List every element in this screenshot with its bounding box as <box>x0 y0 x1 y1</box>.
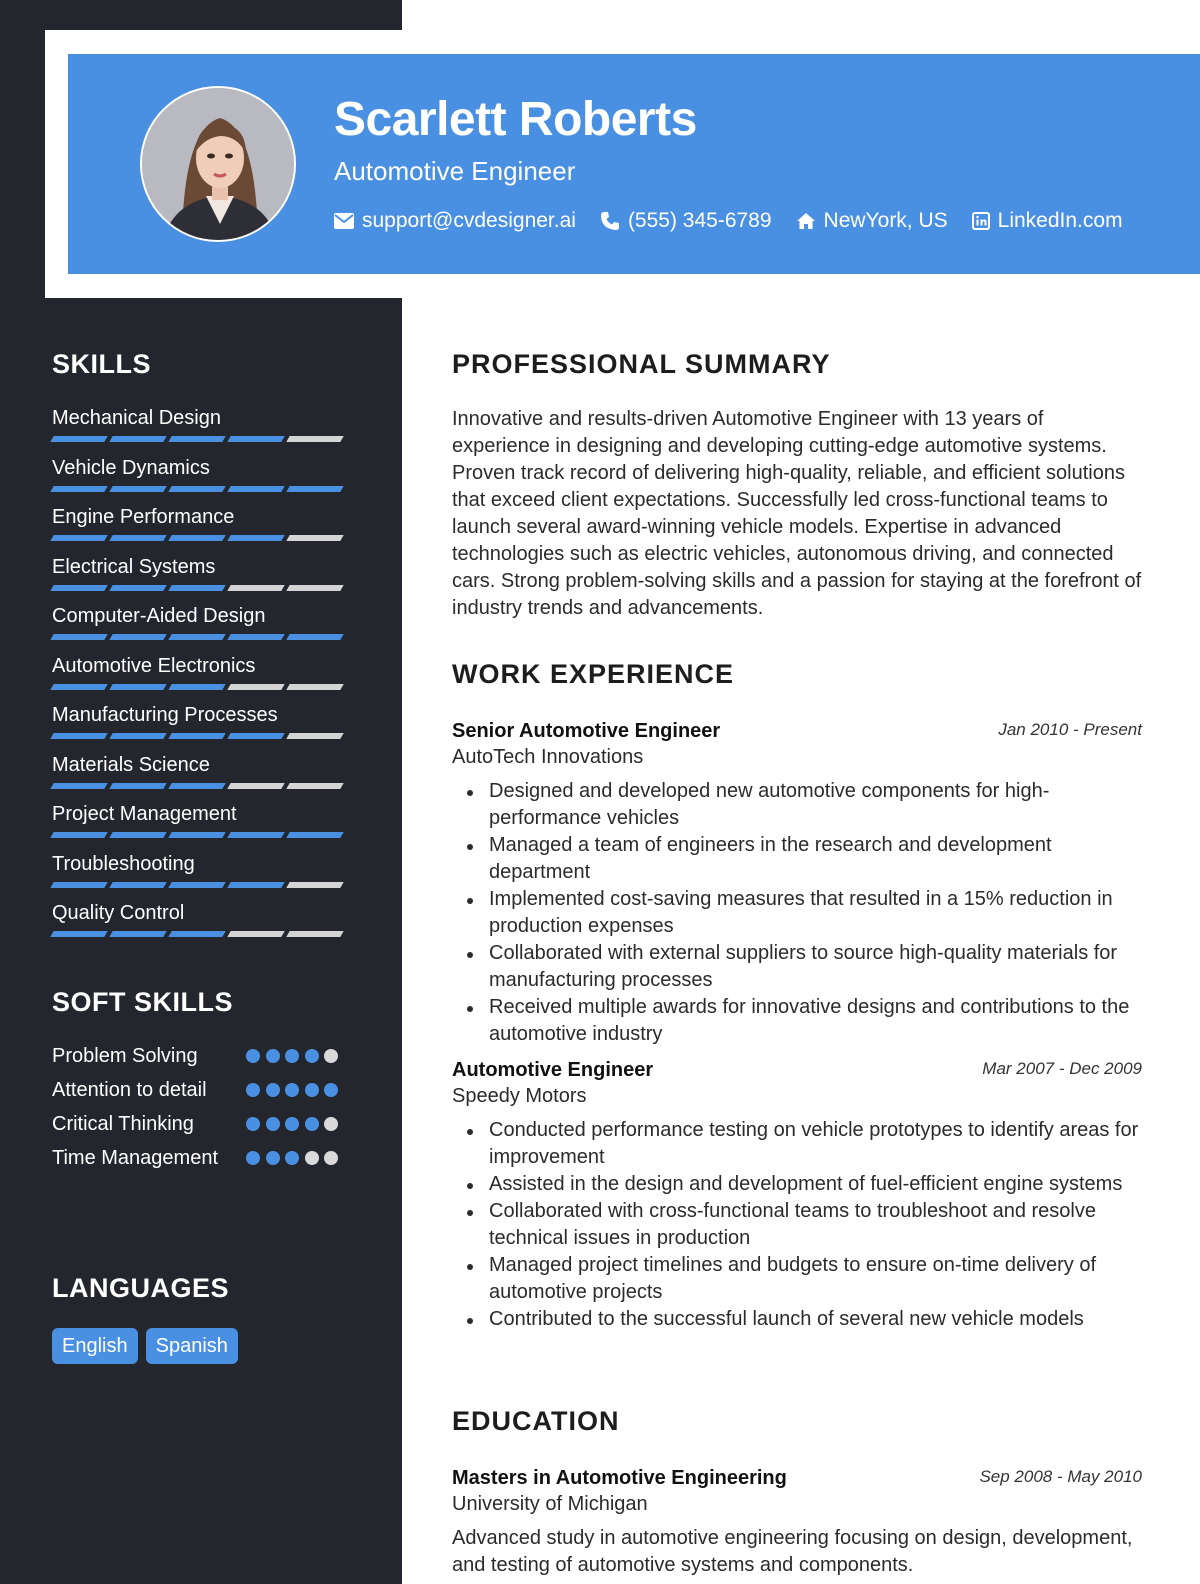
skill-item <box>52 555 348 605</box>
job-title: Senior Automotive Engineer <box>452 720 721 742</box>
rating-dot-filled <box>246 1049 260 1063</box>
job-company: AutoTech Innovations <box>452 746 644 768</box>
rating-dot-filled <box>305 1117 319 1131</box>
rating-dot-empty <box>305 1151 319 1165</box>
skill-name: Vehicle Dynamics <box>52 456 210 479</box>
skill-item <box>52 654 348 704</box>
skill-item <box>52 406 348 456</box>
skill-segment-filled <box>50 684 107 690</box>
experience-heading: WORK EXPERIENCE <box>452 659 735 689</box>
contact-location <box>796 209 948 233</box>
rating-dot-empty <box>324 1049 338 1063</box>
home-icon <box>796 212 816 230</box>
rating-dot-empty <box>324 1151 338 1165</box>
skill-segment-filled <box>168 535 225 541</box>
skill-segment-empty <box>227 783 284 789</box>
job-bullet: Contributed to the successful launch of several new vehicle models <box>452 1306 1142 1333</box>
skill-item <box>52 852 348 902</box>
skill-name: Manufacturing Processes <box>52 704 278 726</box>
skill-segment-filled <box>109 783 166 789</box>
avatar <box>140 86 296 242</box>
skill-segment-filled <box>168 931 225 937</box>
soft-skill-rating <box>246 1151 344 1165</box>
soft-skills-heading: SOFT SKILLS <box>52 987 233 1017</box>
contact-email-text: support@cvdesigner.ai <box>362 209 576 232</box>
skill-segment-filled <box>50 931 107 937</box>
skill-segment-filled <box>227 733 284 739</box>
languages-heading: LANGUAGES <box>52 1273 230 1303</box>
skill-segment-empty <box>286 535 343 541</box>
job-bullet: Collaborated with external suppliers to source high-quality materials for manufacturing processes <box>452 940 1142 994</box>
skill-name: Engine Performance <box>52 506 235 528</box>
job-bullets <box>452 778 1142 1048</box>
skill-segment-filled <box>109 535 166 541</box>
soft-skill-name: Time Management <box>52 1147 218 1169</box>
job-bullet: Managed a team of engineers in the research and development department <box>452 832 1142 886</box>
soft-skill-name: Attention to detail <box>52 1079 207 1101</box>
job-bullet: Implemented cost-saving measures that resulted in a 15% reduction in production expenses <box>452 886 1142 940</box>
skill-segment-filled <box>227 882 284 888</box>
skill-level-bar <box>52 585 347 591</box>
skill-segment-empty <box>227 684 284 690</box>
skill-segment-filled <box>286 634 343 640</box>
skill-item <box>52 901 348 951</box>
language-tag: Spanish <box>146 1328 238 1364</box>
skill-segment-filled <box>227 535 284 541</box>
skill-level-bar <box>52 535 347 541</box>
job-bullets <box>452 1117 1142 1333</box>
rating-dot-filled <box>266 1117 280 1131</box>
skill-segment-filled <box>227 634 284 640</box>
skill-segment-filled <box>227 436 284 442</box>
skill-segment-filled <box>168 585 225 591</box>
skill-segment-empty <box>227 931 284 937</box>
education-description: Advanced study in automotive engineering focusing on design, development, and testing of automotive systems and components. <box>452 1527 1133 1576</box>
skill-level-bar <box>52 634 347 640</box>
soft-skill-rating <box>246 1049 344 1063</box>
job-bullet: Conducted performance testing on vehicle prototypes to identify areas for improvement <box>452 1117 1142 1171</box>
skill-segment-filled <box>227 832 284 838</box>
education-degree: Masters in Automotive Engineering <box>452 1467 787 1489</box>
skill-segment-filled <box>109 882 166 888</box>
contact-linkedin-text: LinkedIn.com <box>997 209 1123 232</box>
candidate-name: Scarlett Roberts <box>334 93 697 146</box>
skill-level-bar <box>52 832 347 838</box>
language-tag: English <box>52 1328 138 1364</box>
contact-phone[interactable] <box>600 209 772 233</box>
soft-skills-section <box>52 987 348 1172</box>
skill-segment-filled <box>50 436 107 442</box>
skill-segment-filled <box>50 832 107 838</box>
skill-name: Quality Control <box>52 902 185 924</box>
skill-segment-filled <box>168 436 225 442</box>
job-bullet: Designed and developed new automotive components for high-performance vehicles <box>452 778 1142 832</box>
job-bullet: Assisted in the design and development of fuel-efficient engine systems <box>452 1171 1142 1198</box>
skill-segment-filled <box>109 486 166 492</box>
skill-segment-empty <box>227 585 284 591</box>
skill-segment-filled <box>109 733 166 739</box>
candidate-title: Automotive Engineer <box>334 156 576 186</box>
skill-segment-filled <box>109 585 166 591</box>
skill-level-bar <box>52 733 347 739</box>
rating-dot-filled <box>246 1117 260 1131</box>
summary-text: Innovative and results-driven Automotive Engineer with 13 years of experience in designing and developing cutting-edge automotive systems. Proven track record of delivering high-quality, reliable, and efficient solutions that exceed client expectations. Successfully led cross-functional teams to launch several award-winning vehicle models. Expertise in advanced technologies such as electric vehicles, autonomous driving, and connected cars. Strong problem-solving skills and a passion for staying at the forefront of industry trends and advancements. <box>452 408 1142 619</box>
skill-segment-filled <box>109 684 166 690</box>
skill-segment-filled <box>168 882 225 888</box>
rating-dot-filled <box>285 1117 299 1131</box>
skill-segment-filled <box>168 783 225 789</box>
job-title: Automotive Engineer <box>452 1059 654 1081</box>
skill-segment-filled <box>109 931 166 937</box>
education-heading: EDUCATION <box>452 1406 620 1436</box>
soft-skill-item <box>52 1076 348 1104</box>
summary-heading: PROFESSIONAL SUMMARY <box>452 349 831 379</box>
rating-dot-filled <box>305 1049 319 1063</box>
envelope-icon <box>334 213 354 229</box>
skills-heading: SKILLS <box>52 349 152 379</box>
rating-dot-filled <box>266 1049 280 1063</box>
rating-dot-filled <box>285 1083 299 1097</box>
education-dates: Sep 2008 - May 2010 <box>979 1467 1142 1486</box>
education-header <box>452 1465 1142 1491</box>
profile-photo <box>142 88 296 242</box>
skill-level-bar <box>52 931 347 937</box>
soft-skill-name: Problem Solving <box>52 1045 198 1067</box>
skill-item <box>52 753 348 803</box>
rating-dot-filled <box>266 1083 280 1097</box>
skill-name: Computer-Aided Design <box>52 605 266 627</box>
skill-segment-filled <box>168 733 225 739</box>
languages-section <box>52 1273 348 1364</box>
phone-icon <box>600 211 620 231</box>
rating-dot-filled <box>285 1151 299 1165</box>
skill-segment-empty <box>286 585 343 591</box>
education-entry <box>452 1465 1142 1579</box>
contact-bar <box>334 206 1147 236</box>
skill-segment-filled <box>168 634 225 640</box>
job-company: Speedy Motors <box>452 1085 587 1107</box>
rating-dot-filled <box>285 1049 299 1063</box>
skill-level-bar <box>52 486 347 492</box>
job-bullet: Received multiple awards for innovative designs and contributions to the automotive industry <box>452 994 1142 1048</box>
skill-segment-filled <box>168 832 225 838</box>
skill-segment-empty <box>286 882 343 888</box>
skill-segment-empty <box>286 931 343 937</box>
skill-level-bar <box>52 436 347 442</box>
skill-name: Project Management <box>52 803 237 825</box>
skill-segment-filled <box>286 486 343 492</box>
skill-segment-filled <box>50 535 107 541</box>
rating-dot-empty <box>324 1117 338 1131</box>
rating-dot-filled <box>266 1151 280 1165</box>
skill-level-bar <box>52 882 347 888</box>
soft-skill-item <box>52 1042 348 1070</box>
skill-segment-filled <box>227 486 284 492</box>
soft-skill-item <box>52 1144 348 1172</box>
skill-segment-filled <box>168 684 225 690</box>
soft-skill-item <box>52 1110 348 1138</box>
skill-segment-filled <box>109 436 166 442</box>
skill-segment-empty <box>286 733 343 739</box>
contact-email[interactable] <box>334 209 576 233</box>
skill-name: Electrical Systems <box>52 555 216 578</box>
contact-location-text: NewYork, US <box>823 209 948 232</box>
skill-name: Materials Science <box>52 753 210 776</box>
skills-section <box>52 349 348 951</box>
languages-list <box>52 1328 348 1364</box>
skill-level-bar <box>52 783 347 789</box>
rating-dot-filled <box>246 1151 260 1165</box>
skill-segment-filled <box>50 634 107 640</box>
experience-section <box>452 659 1142 1333</box>
rating-dot-filled <box>246 1083 260 1097</box>
education-section <box>452 1406 1142 1579</box>
skill-segment-filled <box>50 585 107 591</box>
rating-dot-filled <box>305 1083 319 1097</box>
skill-segment-filled <box>109 832 166 838</box>
soft-skill-rating <box>246 1083 344 1097</box>
skill-name: Automotive Electronics <box>52 654 256 677</box>
skill-item <box>52 456 348 506</box>
skill-segment-filled <box>168 486 225 492</box>
skills-list <box>52 406 348 951</box>
skill-item <box>52 703 348 753</box>
skill-segment-filled <box>109 634 166 640</box>
skill-item <box>52 505 348 555</box>
skill-segment-empty <box>286 783 343 789</box>
skill-segment-empty <box>286 684 343 690</box>
skill-item <box>52 604 348 654</box>
skill-name: Mechanical Design <box>52 407 221 429</box>
job-bullet: Managed project timelines and budgets to ensure on-time delivery of automotive projects <box>452 1252 1142 1306</box>
skill-name: Troubleshooting <box>52 852 195 875</box>
job-dates: Mar 2007 - Dec 2009 <box>982 1059 1142 1078</box>
skill-segment-filled <box>50 486 107 492</box>
skill-segment-filled <box>50 733 107 739</box>
job-entry <box>452 1057 1142 1333</box>
skill-level-bar <box>52 684 347 690</box>
skill-item <box>52 802 348 852</box>
skill-segment-filled <box>50 882 107 888</box>
education-school: University of Michigan <box>452 1493 648 1515</box>
soft-skills-list <box>52 1042 348 1172</box>
soft-skill-name: Critical Thinking <box>52 1113 194 1135</box>
job-dates: Jan 2010 - Present <box>998 720 1142 739</box>
job-entry <box>452 718 1142 1048</box>
skill-segment-empty <box>286 436 343 442</box>
soft-skill-rating <box>246 1117 344 1131</box>
job-header <box>452 718 1142 744</box>
linkedin-icon <box>972 212 990 230</box>
contact-phone-text: (555) 345-6789 <box>627 209 772 232</box>
job-header <box>452 1057 1142 1083</box>
rating-dot-filled <box>324 1083 338 1097</box>
skill-segment-filled <box>50 783 107 789</box>
job-bullet: Collaborated with cross-functional teams to troubleshoot and resolve technical issues in production <box>452 1198 1142 1252</box>
skill-segment-filled <box>286 832 343 838</box>
contact-linkedin[interactable] <box>972 209 1123 233</box>
summary-section <box>452 349 1142 622</box>
